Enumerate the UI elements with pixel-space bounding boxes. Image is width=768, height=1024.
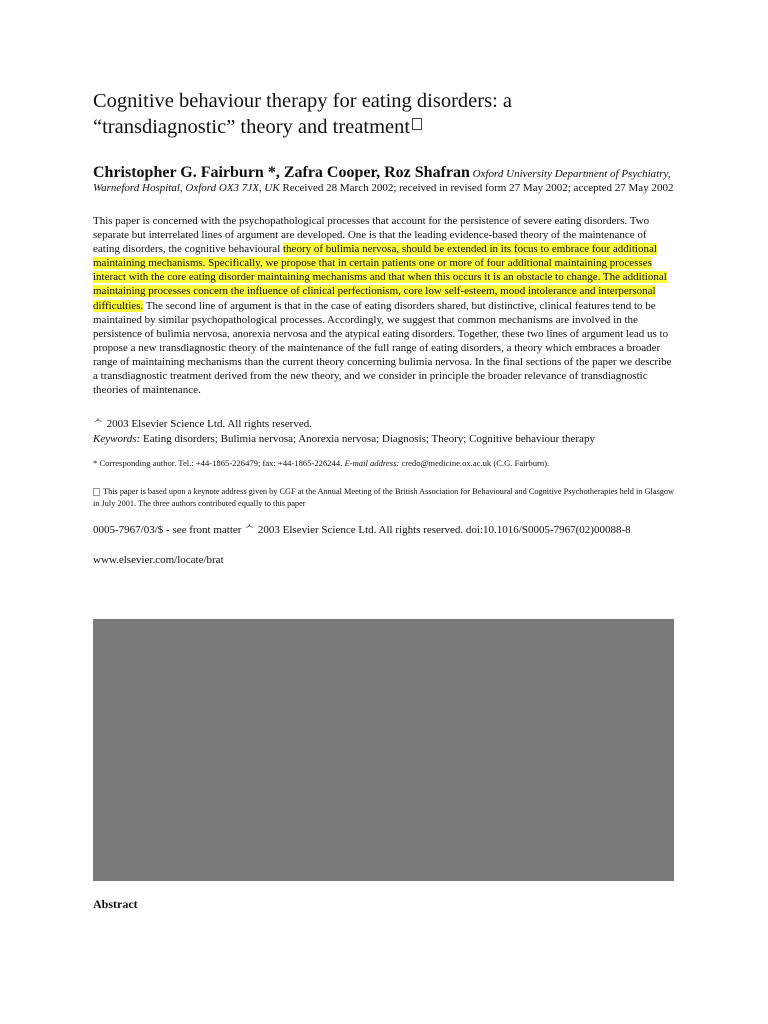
footnote [93,486,675,510]
keywords-list: Eating disorders; Bulimia nervosa; Anorexia nervosa; Diagnosis; Theory; Cognitive behaviour therapy [143,433,595,446]
email-value: credo@medicine.ox.ac.uk (C.G. Fairburn). [401,458,550,469]
copyright-symbol: ᄉ [244,525,254,537]
footnote-marker-icon [412,118,422,130]
copyright-symbol: ᄉ [93,419,103,431]
keywords-label: Keywords: [93,433,141,446]
footnote-marker-icon [93,488,100,496]
title-line-1: Cognitive behaviour therapy for eating disorders: a [93,90,512,112]
byline [93,166,675,195]
corresponding-author [93,458,675,469]
copyright-line [93,417,675,432]
front-matter-suffix: 2003 Elsevier Science Ltd. All rights reserved. doi:10.1016/S0005-7967(02)00088-8 [257,524,631,537]
copyright-text: 2003 Elsevier Science Ltd. All rights reserved. [106,418,312,431]
abstract-part-1: This paper is concerned with the psychopathological processes that account for the persistence of severe eating disorders. Two separate but interrelated lines of argument are developed. One is that the leading evidence-based theory of the maintenance of eating disorders, the cognitive behavioural [93,215,650,256]
keywords-line [93,432,675,446]
affiliation: Oxford University Department of Psychiatry, Warneford Hospital, Oxford OX3 7JX, UK [93,168,671,194]
paper-title [93,88,675,140]
front-matter-line [93,523,675,538]
authors: Christopher G. Fairburn *, Zafra Cooper, Roz Shafran [93,164,470,181]
gray-figure-placeholder [93,619,674,881]
title-line-2: “transdiagnostic” theory and treatment [93,116,411,138]
footnote-text: This paper is based upon a keynote address given by CGF at the Annual Meeting of the British Association for Behavioural and Cognitive Psychotherapies held in Glasgow in July 2001. The three authors contributed equally to this paper [93,487,674,509]
paper-page [93,88,675,567]
received-dates: Received 28 March 2002; received in revised form 27 May 2002; accepted 27 May 2002 [282,182,674,194]
highlighted-text: theory of bulimia nervosa, should be extended in its focus to embrace four additional maintaining mechanisms. Specifically, we propose that in certain patients one or more of four additional maintaining processes interact with the core eating disorder maintaining mechanisms and that when this occurs it is an obstacle to change. The additional maintaining processes concern the influence of clinical perfectionism, core low self-esteem, mood intolerance and interpersonal difficulties. [93,243,667,312]
abstract-heading: Abstract [93,897,138,911]
email-label: E-mail address: [344,458,400,469]
abstract-part-2: The second line of argument is that in the case of eating disorders shared, but distinctive, clinical features tend to be maintained by similar psychopathological processes. Accordingly, we suggest that common mechanisms are involved in the persistence of bulimia nervosa, anorexia nervosa and the atypical eating disorders. Together, these two lines of argument lead us to propose a new transdiagnostic theory of the maintenance of the full range of eating disorders, a theory which embraces a broader range of maintaining mechanisms than the current theory concerning bulimia nervosa. In the final sections of the paper we describe a transdiagnostic treatment derived from the new theory, and we consider in principle the broader relevance of transdiagnostic theories of maintenance. [93,299,672,397]
corresponding-contact: * Corresponding author. Tel.: +44-1865-226479; fax: +44-1865-226244. [93,458,343,469]
front-matter-prefix: 0005-7967/03/$ - see front matter [93,524,242,537]
journal-url[interactable]: www.elsevier.com/locate/brat [93,554,224,567]
abstract-text [93,214,675,397]
